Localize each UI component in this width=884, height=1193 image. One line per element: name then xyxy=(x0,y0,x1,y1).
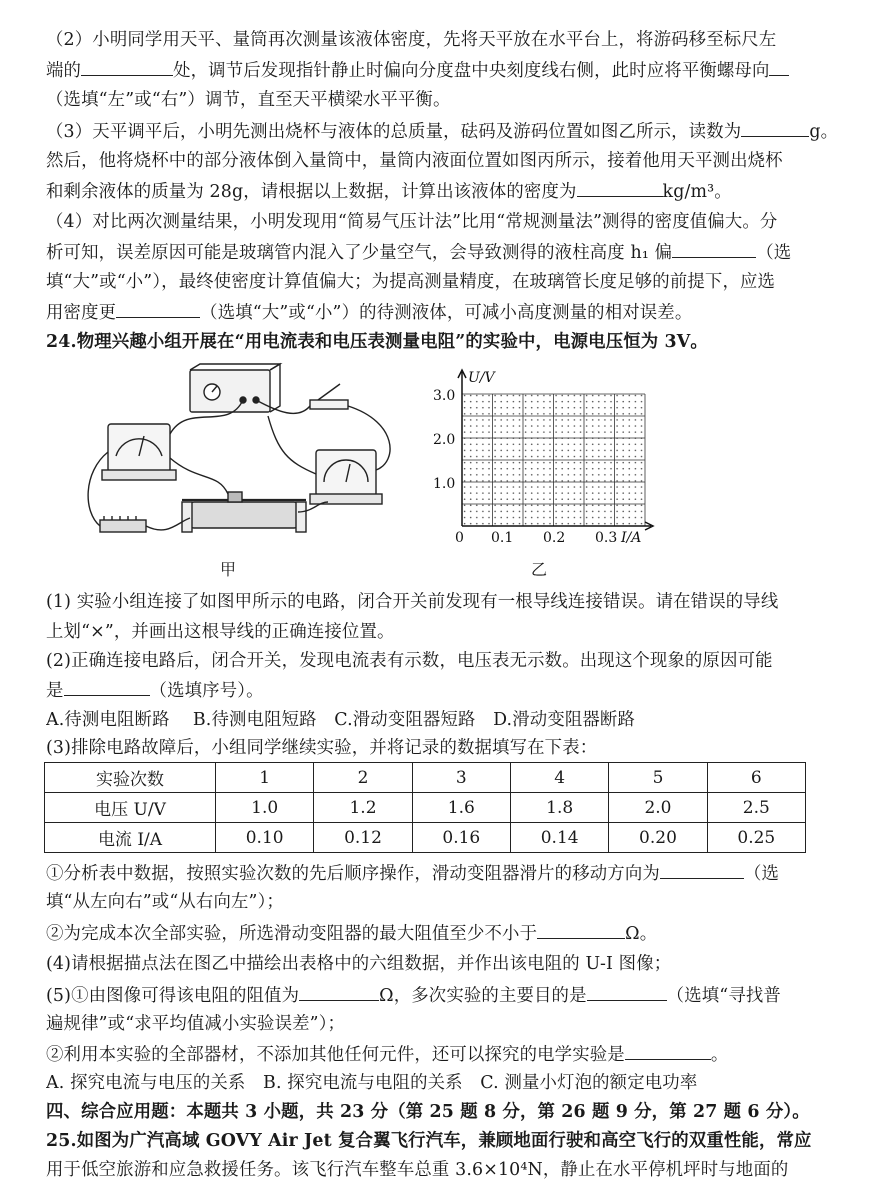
q24-sub5-line3: ②利用本实验的全部器材，不添加其他任何元件，还可以探究的电学实验是 。 xyxy=(46,1041,846,1068)
table-cell: 0.25 xyxy=(707,823,805,853)
answer-blank[interactable] xyxy=(660,860,744,879)
figure-caption-jia: 甲 xyxy=(220,560,237,579)
q24-sub3-part1-line1: ①分析表中数据，按照实验次数的先后顺序操作，滑动变阻器滑片的移动方向为 （选 xyxy=(46,860,846,887)
table-cell: 0.14 xyxy=(510,823,608,853)
q24-sub2-line2: 是 （选填序号）。 xyxy=(46,677,846,704)
answer-blank[interactable] xyxy=(116,299,200,318)
answer-blank[interactable] xyxy=(769,57,789,76)
table-cell: 5 xyxy=(609,763,707,793)
answer-blank[interactable] xyxy=(577,178,663,197)
q23-part2-line2: 端的 处，调节后发现指针静止时偏向分度盘中央刻度线右侧，此时应将平衡螺母向 xyxy=(46,57,846,84)
y-tick-label: 2.0 xyxy=(433,432,456,448)
table-cell: 0.16 xyxy=(412,823,510,853)
q23-part3-line3: 和剩余液体的质量为 28g，请根据以上数据，计算出该液体的密度为 kg/m³。 xyxy=(46,178,846,205)
table-cell: 电压 U/V xyxy=(45,793,216,823)
resistor xyxy=(100,520,146,532)
voltmeter xyxy=(316,450,376,496)
table-row xyxy=(45,823,806,853)
y-axis-label: U/V xyxy=(468,370,495,386)
table-cell: 1.8 xyxy=(510,793,608,823)
q24-sub3-part1-line2: 填“从左向右”或“从右向左”）； xyxy=(46,892,284,912)
q23-part3-line1: （3）天平调平后，小明先测出烧杯与液体的总质量，砝码及游码位置如图乙所示，读数为 g。 xyxy=(46,118,846,145)
table-cell: 6 xyxy=(707,763,805,793)
answer-blank[interactable] xyxy=(672,239,756,258)
table-cell: 4 xyxy=(510,763,608,793)
answer-blank[interactable] xyxy=(81,57,173,76)
q23-part4-line2: 析可知，误差原因可能是玻璃管内混入了少量空气，会导致测得的液柱高度 h₁ 偏 （选 xyxy=(46,239,846,266)
table-row xyxy=(45,763,806,793)
switch xyxy=(310,400,348,409)
table-cell: 0.20 xyxy=(609,823,707,853)
power-supply xyxy=(190,370,270,412)
figure-caption-yi: 乙 xyxy=(531,560,548,579)
table-cell: 2 xyxy=(314,763,412,793)
answer-blank[interactable] xyxy=(537,920,625,939)
q25-line1: 25.如图为广汽高域 GOVY Air Jet 复合翼飞行汽车，兼顾地面行驶和高空飞行的双重性能，常应 xyxy=(46,1131,812,1151)
x-tick-label: 0.1 xyxy=(491,530,514,546)
q24-sub1-line1: (1) 实验小组连接了如图甲所示的电路，闭合开关前发现有一根导线连接错误。请在错误的导线 xyxy=(46,592,779,612)
table-cell: 0.12 xyxy=(314,823,412,853)
answer-blank[interactable] xyxy=(299,982,379,1001)
table-cell: 3 xyxy=(412,763,510,793)
x-tick-label: 0.2 xyxy=(543,530,566,546)
table-cell: 实验次数 xyxy=(45,763,216,793)
x-axis-label: I/A xyxy=(621,530,642,546)
y-tick-label: 3.0 xyxy=(433,388,456,404)
answer-blank[interactable] xyxy=(587,982,667,1001)
answer-blank[interactable] xyxy=(741,118,809,137)
q23-part2-line3: （选填“左”或“右”）调节，直至天平横梁水平平衡。 xyxy=(46,90,451,110)
table-cell: 2.5 xyxy=(707,793,805,823)
q24-sub2-line1: (2)正确连接电路后，闭合开关，发现电流表有示数，电压表无示数。出现这个现象的原因可能 xyxy=(46,651,773,671)
circuit-diagram-figure xyxy=(78,362,408,562)
q23-part4-line1: （4）对比两次测量结果，小明发现用“简易气压计法”比用“常规测量法”测得的密度值偏大。分 xyxy=(46,212,778,232)
table-cell: 1 xyxy=(216,763,314,793)
q24-title: 24.物理兴趣小组开展在“用电流表和电压表测量电阻”的实验中，电源电压恒为 3V。 xyxy=(46,332,708,352)
q24-sub2-options: A.待测电阻断路 B.待测电阻短路 C.滑动变阻器短路 D.滑动变阻器断路 xyxy=(46,710,636,730)
x-tick-label: 0.3 xyxy=(595,530,618,546)
q23-part3-line2: 然后，他将烧杯中的部分液体倒入量筒中，量筒内液面位置如图丙所示，接着他用天平测出烧杯 xyxy=(46,151,783,171)
y-tick-label: 1.0 xyxy=(433,476,456,492)
ammeter xyxy=(108,424,170,472)
q24-sub5-line1: (5)①由图像可得该电阻的阻值为 Ω，多次实验的主要目的是 （选填“寻找普 xyxy=(46,982,846,1009)
table-cell: 1.2 xyxy=(314,793,412,823)
answer-blank[interactable] xyxy=(64,677,150,696)
q25-line2: 用于低空旅游和应急救援任务。该飞行汽车整车总重 3.6×10⁴N，静止在水平停机坪时与地面的 xyxy=(46,1160,789,1180)
q23-part4-line3: 填“大”或“小”），最终使密度计算值偏大；为提高测量精度，在玻璃管长度足够的前提下，应选 xyxy=(46,272,776,292)
table-cell: 0.10 xyxy=(216,823,314,853)
u-i-graph-figure xyxy=(425,362,660,552)
q24-sub5-line2: 遍规律”或“求平均值减小实验误差”）； xyxy=(46,1014,346,1034)
experiment-data-table xyxy=(44,762,806,853)
q23-part4-line4: 用密度更 （选填“大”或“小”）的待测液体，可减小高度测量的相对误差。 xyxy=(46,299,846,326)
q24-sub1-line2: 上划“×”，并画出这根导线的正确连接位置。 xyxy=(46,622,395,642)
table-cell: 1.6 xyxy=(412,793,510,823)
table-cell: 1.0 xyxy=(216,793,314,823)
q23-part2-line1: （2）小明同学用天平、量筒再次测量该液体密度，先将天平放在水平台上，将游码移至标尺左 xyxy=(46,30,777,50)
section-4-heading: 四、综合应用题：本题共 3 小题，共 23 分（第 25 题 8 分，第 26 题 9 分，第 27 题 6 分）。 xyxy=(46,1102,810,1122)
table-row xyxy=(45,793,806,823)
table-cell: 2.0 xyxy=(609,793,707,823)
q24-sub5-options: A. 探究电流与电压的关系 B. 探究电流与电阻的关系 C. 测量小灯泡的额定电功率 xyxy=(46,1073,698,1093)
table-cell: 电流 I/A xyxy=(45,823,216,853)
rheostat xyxy=(190,502,298,528)
q24-sub4: (4)请根据描点法在图乙中描绘出表格中的六组数据，并作出该电阻的 U-I 图像； xyxy=(46,954,672,974)
answer-blank[interactable] xyxy=(625,1041,711,1060)
x-tick-label: 0 xyxy=(455,530,464,546)
q24-sub3-part2: ②为完成本次全部实验，所选滑动变阻器的最大阻值至少不小于 Ω。 xyxy=(46,920,846,947)
q24-sub3-intro: (3)排除电路故障后，小组同学继续实验，并将记录的数据填写在下表： xyxy=(46,738,598,758)
